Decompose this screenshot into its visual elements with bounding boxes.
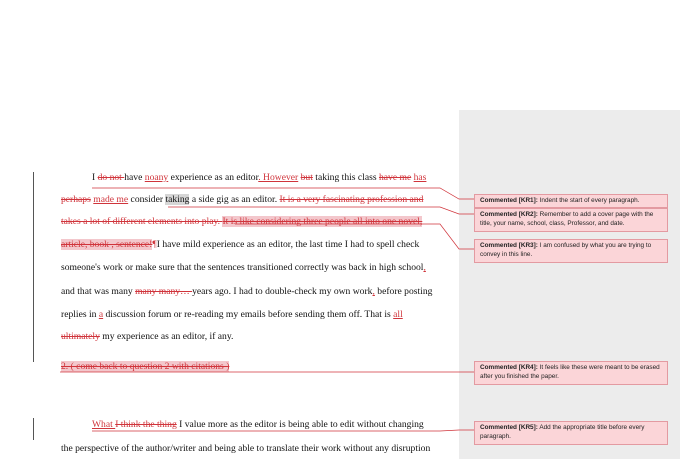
comment-kr5[interactable]: [474, 421, 668, 445]
comment-label: Commented [KR2]:: [480, 211, 538, 218]
body-text-line[interactable]: [61, 361, 229, 373]
body-text-line[interactable]: [61, 216, 422, 228]
text-run: discussion forum or re-reading my emails before sending them off. That is: [103, 309, 394, 320]
text-run: the perspective of the author/writer and being able to translate their work without any disruption: [61, 443, 431, 454]
body-text-line[interactable]: [61, 262, 426, 274]
comment-kr3[interactable]: [474, 239, 668, 263]
deleted-text: ultimately: [61, 331, 100, 342]
comment-margin-pane: [459, 110, 680, 459]
comment-label: Commented [KR4]:: [480, 364, 538, 371]
body-text-line[interactable]: [61, 239, 419, 251]
change-bar: [33, 418, 34, 440]
body-text-line[interactable]: [61, 309, 403, 321]
text-run: experience as an editor: [168, 172, 259, 183]
body-text-line[interactable]: [92, 419, 424, 431]
inserted-text: What: [92, 419, 116, 430]
text-run: have: [124, 172, 145, 183]
inserted-text: noany: [144, 172, 169, 183]
inserted-text: . However: [258, 172, 299, 183]
text-run: someone's work or make sure that the sentences transitioned correctly was back in high school: [61, 262, 424, 273]
deleted-text: It is a very fascinating profession and: [279, 194, 424, 205]
comment-text: Remember to add a cover page with the title, your name, school, class, Professor, and date.: [480, 211, 654, 228]
comment-kr1[interactable]: [474, 194, 668, 208]
inserted-text: a: [98, 309, 104, 320]
text-run: replies in: [61, 309, 99, 320]
inserted-text: ,: [423, 262, 426, 273]
change-bar: [33, 172, 34, 362]
text-run: I have mild experience as an editor, the last time I had to spell check: [156, 239, 420, 250]
text-run: and that was many: [61, 286, 136, 297]
inserted-text: ,: [372, 286, 375, 297]
deleted-highlighted-text: It is like considering three people all into one novel,: [222, 216, 423, 227]
text-run: I: [92, 172, 98, 183]
deleted-text: perhaps: [61, 194, 91, 205]
body-text-line[interactable]: [61, 331, 233, 343]
deleted-text: takes a lot of different elements into play.: [61, 216, 223, 227]
inserted-text: made me: [93, 194, 129, 205]
text-run: I value more as the editor is being able to edit without changing: [176, 419, 424, 430]
body-text-line[interactable]: [61, 443, 430, 455]
text-run: consider: [128, 194, 166, 205]
body-text-line[interactable]: [92, 172, 426, 184]
comment-kr2[interactable]: [474, 208, 668, 232]
comment-label: Commented [KR1]:: [480, 197, 538, 204]
comment-text: Indent the start of every paragraph.: [539, 197, 640, 204]
inserted-text: all: [393, 309, 403, 320]
deleted-text: do not: [97, 172, 125, 183]
deleted-highlighted-text: article, book , sentence!: [61, 239, 153, 250]
deleted-text: many many…: [135, 286, 193, 297]
comment-label: Commented [KR3]:: [480, 242, 538, 249]
commented-text: taking: [165, 194, 190, 205]
text-run: years ago. I had to double-check my own work: [192, 286, 373, 297]
comment-text: It feels like these were meant to be erased after you finished the paper.: [480, 364, 660, 381]
deleted-text: I think the thing: [115, 419, 177, 430]
text-run: before posting: [374, 286, 433, 297]
text-run: a side gig as an editor.: [189, 194, 280, 205]
comment-text: Add the appropriate title before every paragraph.: [480, 424, 645, 441]
text-run: taking this class: [312, 172, 379, 183]
comment-label: Commented [KR5]:: [480, 424, 538, 431]
inserted-text: has: [413, 172, 427, 183]
deleted-text: have me: [378, 172, 412, 183]
text-run: my experience as an editor, if any.: [99, 331, 234, 342]
deleted-text: but: [300, 172, 313, 183]
body-text-line[interactable]: [61, 286, 432, 298]
comment-text: I am confused by what you are trying to convey in this line.: [480, 242, 652, 259]
deleted-highlighted-text: 2. ( come back to question 2 with citations ): [61, 361, 230, 372]
body-text-line[interactable]: [61, 194, 423, 206]
paragraph-mark: ¶: [152, 239, 157, 250]
comment-kr4[interactable]: [474, 361, 668, 385]
